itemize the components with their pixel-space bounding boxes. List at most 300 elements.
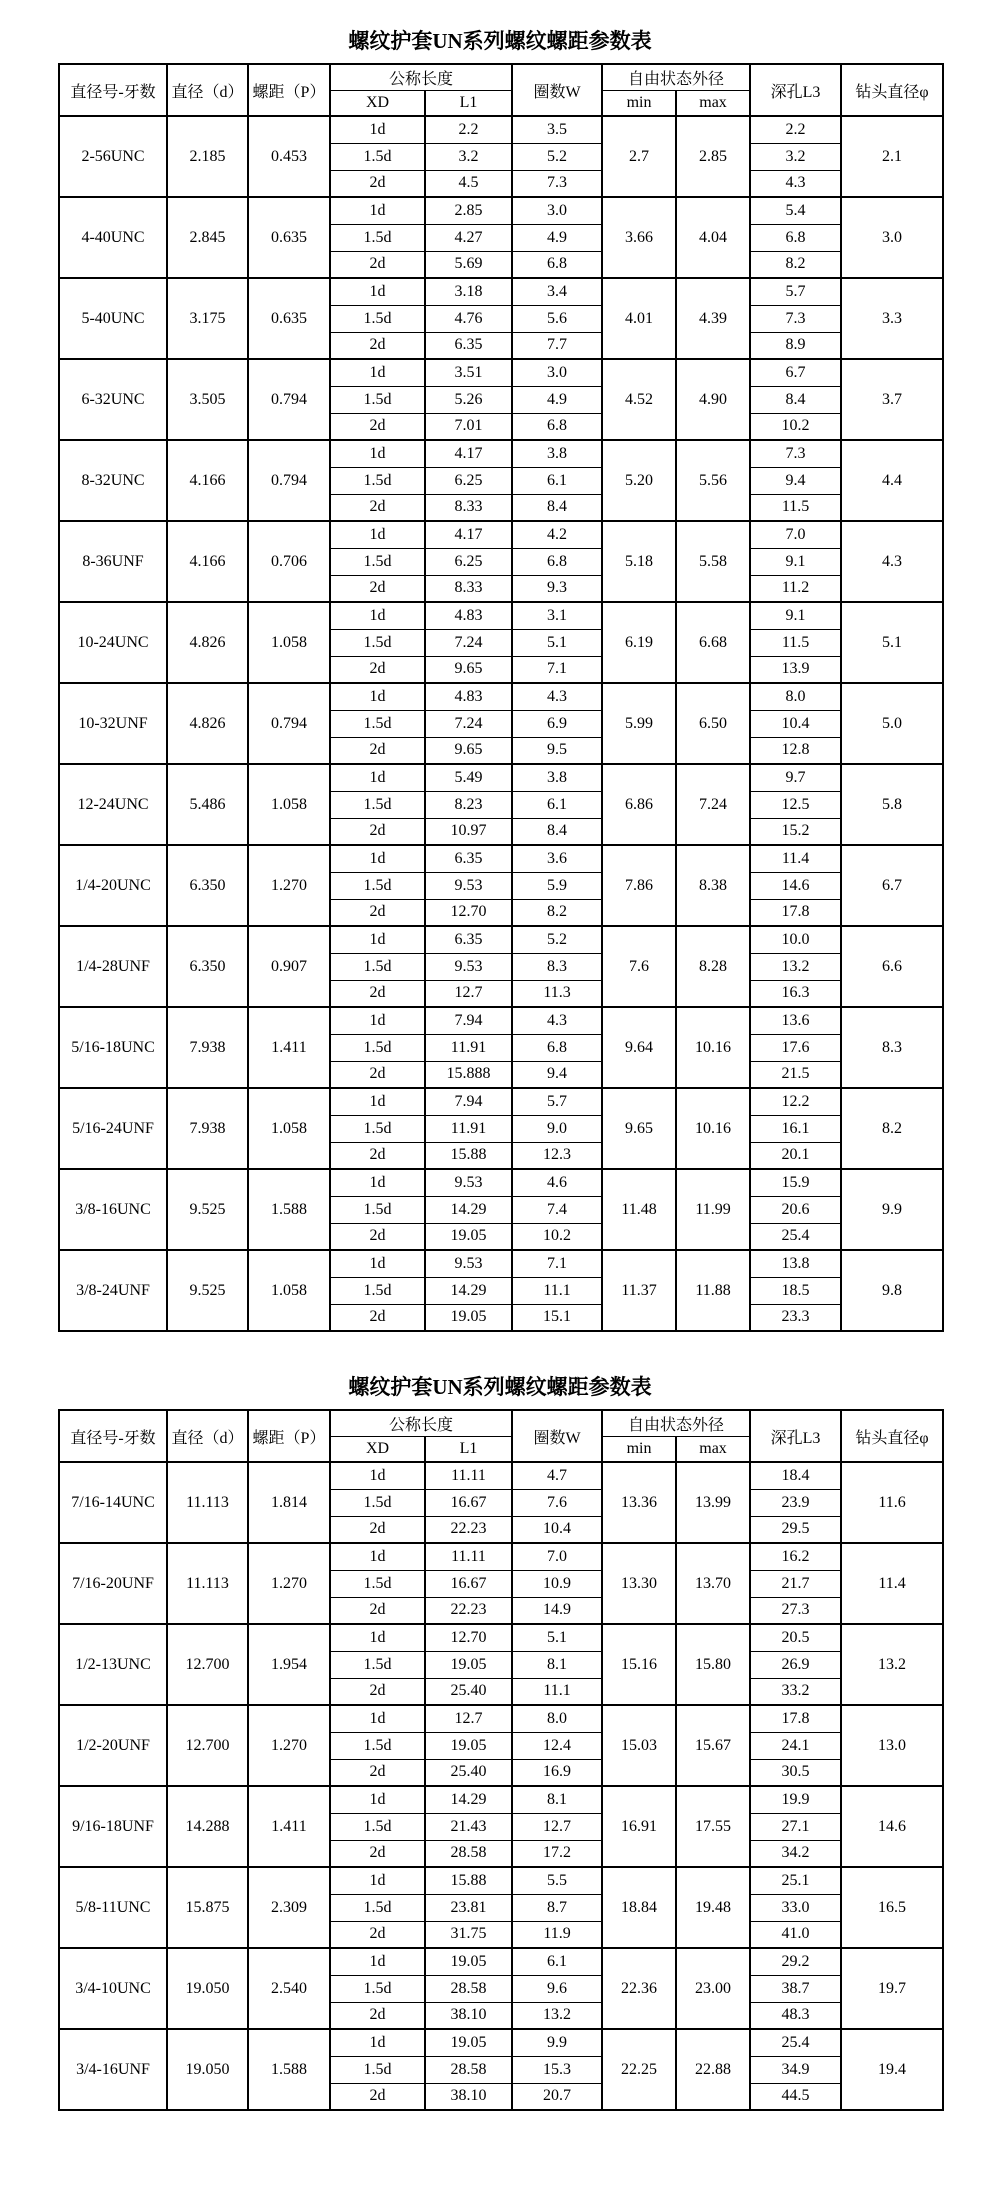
header-max: max	[676, 1436, 750, 1462]
deep-hole-cell: 18.5	[750, 1277, 841, 1304]
od-min-cell: 3.66	[602, 197, 676, 278]
xd-cell: 1d	[330, 926, 425, 953]
xd-cell: 2d	[330, 1678, 425, 1705]
l1-cell: 11.91	[425, 1115, 512, 1142]
turns-cell: 13.2	[512, 2002, 602, 2029]
pitch-cell: 0.453	[248, 116, 330, 197]
od-max-cell: 4.90	[676, 359, 750, 440]
table2-title: 螺纹护套UN系列螺纹螺距参数表	[348, 1375, 652, 1399]
xd-cell: 1d	[330, 440, 425, 467]
pitch-cell: 1.588	[248, 2029, 330, 2110]
xd-cell: 1d	[330, 1462, 425, 1489]
spec-cell: 5/16-18UNC	[59, 1007, 167, 1088]
l1-cell: 2.85	[425, 197, 512, 224]
l1-cell: 6.35	[425, 332, 512, 359]
od-min-cell: 22.36	[602, 1948, 676, 2029]
od-max-cell: 17.55	[676, 1786, 750, 1867]
turns-cell: 6.1	[512, 791, 602, 818]
xd-cell: 1.5d	[330, 1651, 425, 1678]
header-min: min	[602, 1436, 676, 1462]
table-row	[59, 1867, 943, 1894]
turns-cell: 4.6	[512, 1169, 602, 1196]
l1-cell: 6.35	[425, 845, 512, 872]
l1-cell: 22.23	[425, 1597, 512, 1624]
od-max-cell: 23.00	[676, 1948, 750, 2029]
diameter-cell: 3.175	[167, 278, 248, 359]
drill-cell: 5.0	[841, 683, 943, 764]
table-row	[59, 1250, 943, 1277]
deep-hole-cell: 19.9	[750, 1786, 841, 1813]
table-row	[59, 521, 943, 548]
l1-cell: 28.58	[425, 1840, 512, 1867]
l1-cell: 9.53	[425, 1169, 512, 1196]
deep-hole-cell: 13.9	[750, 656, 841, 683]
turns-cell: 8.4	[512, 818, 602, 845]
drill-cell: 2.1	[841, 116, 943, 197]
header-pitch: 螺距（P）	[248, 64, 330, 116]
l1-cell: 28.58	[425, 2056, 512, 2083]
xd-cell: 1.5d	[330, 467, 425, 494]
turns-cell: 4.7	[512, 1462, 602, 1489]
l1-cell: 22.23	[425, 1516, 512, 1543]
l1-cell: 15.88	[425, 1867, 512, 1894]
pitch-cell: 1.814	[248, 1462, 330, 1543]
pitch-cell: 0.706	[248, 521, 330, 602]
turns-cell: 5.2	[512, 143, 602, 170]
od-max-cell: 7.24	[676, 764, 750, 845]
deep-hole-cell: 13.8	[750, 1250, 841, 1277]
thread-insert-parameter-table-1	[58, 63, 944, 1332]
xd-cell: 1d	[330, 602, 425, 629]
table-row	[59, 1088, 943, 1115]
pitch-cell: 1.954	[248, 1624, 330, 1705]
header-max: max	[676, 90, 750, 116]
turns-cell: 6.8	[512, 1034, 602, 1061]
xd-cell: 1d	[330, 1948, 425, 1975]
l1-cell: 12.7	[425, 980, 512, 1007]
pitch-cell: 0.794	[248, 683, 330, 764]
deep-hole-cell: 10.4	[750, 710, 841, 737]
deep-hole-cell: 29.5	[750, 1516, 841, 1543]
xd-cell: 1d	[330, 521, 425, 548]
turns-cell: 4.9	[512, 386, 602, 413]
diameter-cell: 12.700	[167, 1705, 248, 1786]
turns-cell: 5.5	[512, 1867, 602, 1894]
diameter-cell: 4.826	[167, 602, 248, 683]
l1-cell: 11.11	[425, 1462, 512, 1489]
header-nominal-length: 公称长度	[330, 64, 512, 90]
pitch-cell: 2.540	[248, 1948, 330, 2029]
l1-cell: 4.17	[425, 440, 512, 467]
spec-cell: 1/2-13UNC	[59, 1624, 167, 1705]
xd-cell: 1.5d	[330, 1277, 425, 1304]
od-max-cell: 15.80	[676, 1624, 750, 1705]
drill-cell: 14.6	[841, 1786, 943, 1867]
xd-cell: 2d	[330, 1142, 425, 1169]
l1-cell: 3.51	[425, 359, 512, 386]
xd-cell: 2d	[330, 494, 425, 521]
l1-cell: 7.24	[425, 710, 512, 737]
xd-cell: 2d	[330, 1304, 425, 1331]
drill-cell: 5.1	[841, 602, 943, 683]
od-max-cell: 5.56	[676, 440, 750, 521]
xd-cell: 1.5d	[330, 710, 425, 737]
l1-cell: 9.65	[425, 656, 512, 683]
turns-cell: 4.3	[512, 683, 602, 710]
spec-cell: 5/16-24UNF	[59, 1088, 167, 1169]
xd-cell: 1d	[330, 1624, 425, 1651]
l1-cell: 4.83	[425, 602, 512, 629]
turns-cell: 10.4	[512, 1516, 602, 1543]
header-turns: 圈数W	[512, 64, 602, 116]
turns-cell: 11.3	[512, 980, 602, 1007]
deep-hole-cell: 16.2	[750, 1543, 841, 1570]
xd-cell: 1.5d	[330, 1975, 425, 2002]
od-max-cell: 13.70	[676, 1543, 750, 1624]
xd-cell: 1.5d	[330, 1813, 425, 1840]
drill-cell: 11.6	[841, 1462, 943, 1543]
turns-cell: 3.4	[512, 278, 602, 305]
turns-cell: 12.3	[512, 1142, 602, 1169]
deep-hole-cell: 20.1	[750, 1142, 841, 1169]
table1-title: 螺纹护套UN系列螺纹螺距参数表	[348, 29, 652, 53]
l1-cell: 7.24	[425, 629, 512, 656]
turns-cell: 7.7	[512, 332, 602, 359]
xd-cell: 1.5d	[330, 1196, 425, 1223]
l1-cell: 7.94	[425, 1007, 512, 1034]
od-max-cell: 13.99	[676, 1462, 750, 1543]
xd-cell: 1d	[330, 1543, 425, 1570]
diameter-cell: 6.350	[167, 845, 248, 926]
pitch-cell: 0.794	[248, 440, 330, 521]
od-max-cell: 4.39	[676, 278, 750, 359]
deep-hole-cell: 18.4	[750, 1462, 841, 1489]
deep-hole-cell: 23.9	[750, 1489, 841, 1516]
spec-cell: 3/8-24UNF	[59, 1250, 167, 1331]
l1-cell: 7.01	[425, 413, 512, 440]
turns-cell: 8.3	[512, 953, 602, 980]
xd-cell: 2d	[330, 2002, 425, 2029]
l1-cell: 4.27	[425, 224, 512, 251]
l1-cell: 6.35	[425, 926, 512, 953]
xd-cell: 1d	[330, 683, 425, 710]
deep-hole-cell: 38.7	[750, 1975, 841, 2002]
l1-cell: 19.05	[425, 2029, 512, 2056]
deep-hole-cell: 29.2	[750, 1948, 841, 1975]
xd-cell: 1d	[330, 1007, 425, 1034]
pitch-cell: 1.058	[248, 1088, 330, 1169]
deep-hole-cell: 12.2	[750, 1088, 841, 1115]
deep-hole-cell: 41.0	[750, 1921, 841, 1948]
xd-cell: 1.5d	[330, 1034, 425, 1061]
table-row	[59, 1169, 943, 1196]
xd-cell: 2d	[330, 1223, 425, 1250]
spec-cell: 5-40UNC	[59, 278, 167, 359]
od-min-cell: 6.86	[602, 764, 676, 845]
spec-cell: 6-32UNC	[59, 359, 167, 440]
od-max-cell: 15.67	[676, 1705, 750, 1786]
od-max-cell: 5.58	[676, 521, 750, 602]
l1-cell: 19.05	[425, 1651, 512, 1678]
xd-cell: 2d	[330, 1516, 425, 1543]
l1-cell: 10.97	[425, 818, 512, 845]
header-diameter: 直径（d）	[167, 64, 248, 116]
l1-cell: 4.5	[425, 170, 512, 197]
spec-cell: 7/16-20UNF	[59, 1543, 167, 1624]
turns-cell: 4.2	[512, 521, 602, 548]
od-min-cell: 4.01	[602, 278, 676, 359]
xd-cell: 2d	[330, 818, 425, 845]
deep-hole-cell: 27.3	[750, 1597, 841, 1624]
table1-header	[59, 64, 943, 116]
deep-hole-cell: 11.5	[750, 494, 841, 521]
spec-cell: 12-24UNC	[59, 764, 167, 845]
xd-cell: 1d	[330, 845, 425, 872]
deep-hole-cell: 17.6	[750, 1034, 841, 1061]
spec-cell: 7/16-14UNC	[59, 1462, 167, 1543]
deep-hole-cell: 9.1	[750, 548, 841, 575]
l1-cell: 14.29	[425, 1277, 512, 1304]
deep-hole-cell: 11.4	[750, 845, 841, 872]
xd-cell: 2d	[330, 1840, 425, 1867]
spec-cell: 1/2-20UNF	[59, 1705, 167, 1786]
od-min-cell: 16.91	[602, 1786, 676, 1867]
turns-cell: 16.9	[512, 1759, 602, 1786]
turns-cell: 9.5	[512, 737, 602, 764]
xd-cell: 1.5d	[330, 1732, 425, 1759]
table-row	[59, 926, 943, 953]
diameter-cell: 6.350	[167, 926, 248, 1007]
od-max-cell: 8.28	[676, 926, 750, 1007]
turns-cell: 9.4	[512, 1061, 602, 1088]
l1-cell: 2.2	[425, 116, 512, 143]
l1-cell: 8.33	[425, 494, 512, 521]
xd-cell: 1d	[330, 1250, 425, 1277]
l1-cell: 4.17	[425, 521, 512, 548]
xd-cell: 1.5d	[330, 1570, 425, 1597]
pitch-cell: 0.907	[248, 926, 330, 1007]
l1-cell: 25.40	[425, 1678, 512, 1705]
table-row	[59, 1705, 943, 1732]
xd-cell: 1d	[330, 1786, 425, 1813]
table-row	[59, 845, 943, 872]
pitch-cell: 1.270	[248, 845, 330, 926]
xd-cell: 1.5d	[330, 1894, 425, 1921]
l1-cell: 16.67	[425, 1570, 512, 1597]
turns-cell: 3.8	[512, 440, 602, 467]
turns-cell: 7.6	[512, 1489, 602, 1516]
deep-hole-cell: 26.9	[750, 1651, 841, 1678]
spec-cell: 3/4-10UNC	[59, 1948, 167, 2029]
turns-cell: 3.5	[512, 116, 602, 143]
diameter-cell: 12.700	[167, 1624, 248, 1705]
table-row	[59, 2029, 943, 2056]
drill-cell: 5.8	[841, 764, 943, 845]
l1-cell: 7.94	[425, 1088, 512, 1115]
l1-cell: 28.58	[425, 1975, 512, 2002]
xd-cell: 1.5d	[330, 386, 425, 413]
l1-cell: 15.88	[425, 1142, 512, 1169]
xd-cell: 2d	[330, 1921, 425, 1948]
drill-cell: 9.8	[841, 1250, 943, 1331]
l1-cell: 5.69	[425, 251, 512, 278]
spec-cell: 10-32UNF	[59, 683, 167, 764]
turns-cell: 3.0	[512, 359, 602, 386]
drill-cell: 4.4	[841, 440, 943, 521]
deep-hole-cell: 20.6	[750, 1196, 841, 1223]
od-max-cell: 22.88	[676, 2029, 750, 2110]
table-row	[59, 764, 943, 791]
deep-hole-cell: 25.1	[750, 1867, 841, 1894]
diameter-cell: 4.166	[167, 440, 248, 521]
od-min-cell: 22.25	[602, 2029, 676, 2110]
spec-cell: 3/4-16UNF	[59, 2029, 167, 2110]
deep-hole-cell: 12.8	[750, 737, 841, 764]
diameter-cell: 9.525	[167, 1250, 248, 1331]
table-row	[59, 197, 943, 224]
drill-cell: 3.3	[841, 278, 943, 359]
spec-cell: 3/8-16UNC	[59, 1169, 167, 1250]
spec-cell: 8-36UNF	[59, 521, 167, 602]
pitch-cell: 0.635	[248, 197, 330, 278]
deep-hole-cell: 27.1	[750, 1813, 841, 1840]
spec-cell: 5/8-11UNC	[59, 1867, 167, 1948]
deep-hole-cell: 33.0	[750, 1894, 841, 1921]
diameter-cell: 14.288	[167, 1786, 248, 1867]
l1-cell: 23.81	[425, 1894, 512, 1921]
l1-cell: 38.10	[425, 2083, 512, 2110]
document-sheet	[58, 0, 942, 2111]
header-xd: XD	[330, 90, 425, 116]
od-min-cell: 5.20	[602, 440, 676, 521]
deep-hole-cell: 6.7	[750, 359, 841, 386]
xd-cell: 1.5d	[330, 791, 425, 818]
turns-cell: 6.8	[512, 413, 602, 440]
xd-cell: 2d	[330, 413, 425, 440]
deep-hole-cell: 16.1	[750, 1115, 841, 1142]
od-max-cell: 4.04	[676, 197, 750, 278]
spec-cell: 1/4-20UNC	[59, 845, 167, 926]
turns-cell: 8.1	[512, 1651, 602, 1678]
pitch-cell: 0.794	[248, 359, 330, 440]
deep-hole-cell: 16.3	[750, 980, 841, 1007]
diameter-cell: 7.938	[167, 1007, 248, 1088]
table-row	[59, 116, 943, 143]
od-min-cell: 7.86	[602, 845, 676, 926]
deep-hole-cell: 2.2	[750, 116, 841, 143]
table-row	[59, 1948, 943, 1975]
header-turns: 圈数W	[512, 1410, 602, 1462]
turns-cell: 8.4	[512, 494, 602, 521]
turns-cell: 7.4	[512, 1196, 602, 1223]
l1-cell: 3.2	[425, 143, 512, 170]
drill-cell: 13.2	[841, 1624, 943, 1705]
thread-insert-parameter-table-2	[58, 1409, 944, 2111]
l1-cell: 16.67	[425, 1489, 512, 1516]
turns-cell: 7.0	[512, 1543, 602, 1570]
l1-cell: 12.70	[425, 899, 512, 926]
od-min-cell: 7.6	[602, 926, 676, 1007]
diameter-cell: 7.938	[167, 1088, 248, 1169]
diameter-cell: 2.845	[167, 197, 248, 278]
diameter-cell: 15.875	[167, 1867, 248, 1948]
table-row	[59, 359, 943, 386]
table-row	[59, 1462, 943, 1489]
od-min-cell: 13.30	[602, 1543, 676, 1624]
turns-cell: 10.9	[512, 1570, 602, 1597]
deep-hole-cell: 9.7	[750, 764, 841, 791]
turns-cell: 11.1	[512, 1277, 602, 1304]
od-min-cell: 15.03	[602, 1705, 676, 1786]
table2-body	[59, 1462, 943, 2110]
od-min-cell: 11.48	[602, 1169, 676, 1250]
deep-hole-cell: 12.5	[750, 791, 841, 818]
header-spec: 直径号-牙数	[59, 64, 167, 116]
table-row	[59, 440, 943, 467]
l1-cell: 11.11	[425, 1543, 512, 1570]
turns-cell: 3.0	[512, 197, 602, 224]
l1-cell: 12.70	[425, 1624, 512, 1651]
header-pitch: 螺距（P）	[248, 1410, 330, 1462]
deep-hole-cell: 11.2	[750, 575, 841, 602]
od-min-cell: 15.16	[602, 1624, 676, 1705]
diameter-cell: 9.525	[167, 1169, 248, 1250]
xd-cell: 1d	[330, 359, 425, 386]
deep-hole-cell: 5.4	[750, 197, 841, 224]
diameter-cell: 19.050	[167, 2029, 248, 2110]
xd-cell: 1.5d	[330, 1489, 425, 1516]
xd-cell: 2d	[330, 1597, 425, 1624]
deep-hole-cell: 21.7	[750, 1570, 841, 1597]
header-free-od: 自由状态外径	[602, 1410, 750, 1436]
turns-cell: 8.1	[512, 1786, 602, 1813]
table2-header	[59, 1410, 943, 1462]
l1-cell: 11.91	[425, 1034, 512, 1061]
xd-cell: 2d	[330, 899, 425, 926]
deep-hole-cell: 34.9	[750, 2056, 841, 2083]
turns-cell: 8.7	[512, 1894, 602, 1921]
turns-cell: 4.3	[512, 1007, 602, 1034]
od-min-cell: 18.84	[602, 1867, 676, 1948]
turns-cell: 7.1	[512, 656, 602, 683]
xd-cell: 1.5d	[330, 305, 425, 332]
turns-cell: 4.9	[512, 224, 602, 251]
xd-cell: 1.5d	[330, 548, 425, 575]
header-nominal-length: 公称长度	[330, 1410, 512, 1436]
deep-hole-cell: 15.2	[750, 818, 841, 845]
deep-hole-cell: 7.0	[750, 521, 841, 548]
l1-cell: 9.53	[425, 872, 512, 899]
deep-hole-cell: 21.5	[750, 1061, 841, 1088]
drill-cell: 3.7	[841, 359, 943, 440]
xd-cell: 1.5d	[330, 872, 425, 899]
spec-cell: 4-40UNC	[59, 197, 167, 278]
xd-cell: 1.5d	[330, 2056, 425, 2083]
xd-cell: 1.5d	[330, 143, 425, 170]
od-max-cell: 6.50	[676, 683, 750, 764]
header-drill-diameter: 钻头直径φ	[841, 64, 943, 116]
xd-cell: 2d	[330, 170, 425, 197]
spec-cell: 2-56UNC	[59, 116, 167, 197]
deep-hole-cell: 17.8	[750, 899, 841, 926]
deep-hole-cell: 5.7	[750, 278, 841, 305]
turns-cell: 17.2	[512, 1840, 602, 1867]
xd-cell: 1.5d	[330, 953, 425, 980]
xd-cell: 1d	[330, 1705, 425, 1732]
spec-cell: 8-32UNC	[59, 440, 167, 521]
header-deep-hole: 深孔L3	[750, 1410, 841, 1462]
deep-hole-cell: 25.4	[750, 2029, 841, 2056]
